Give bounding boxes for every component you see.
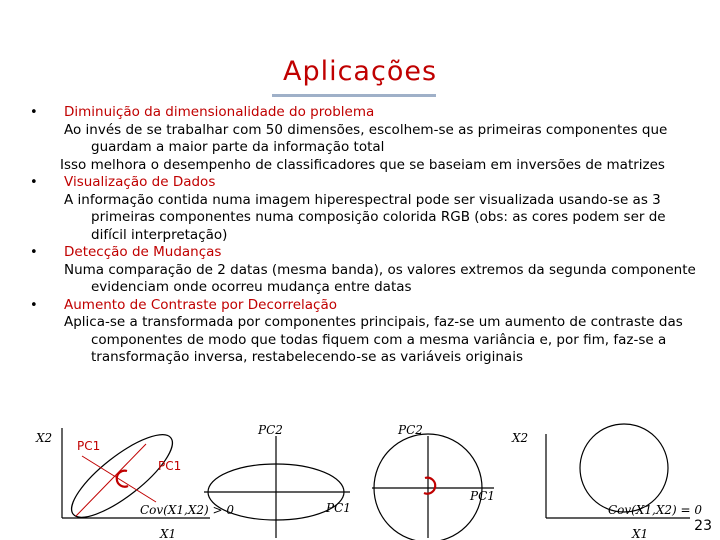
bullet-item: [0, 244, 720, 297]
panel-correlated: [35, 422, 234, 540]
bullet-dot-icon: •: [30, 105, 38, 120]
x1-label: X1: [632, 527, 649, 540]
bullet-item: [0, 174, 720, 244]
panel-pc-space: [204, 423, 351, 538]
rotation-icon: [424, 478, 435, 494]
data-circle: [580, 424, 668, 512]
bullet-paragraph: Aplica-se a transformada por componentes principais, faz-se um aumento de contraste das componentes de modo que todas fiquem com a mesma variância e, por fim, faz-se a transformação inversa, restabelecendo-se as variáveis originais: [64, 314, 683, 365]
bullet-list: [0, 104, 720, 367]
bullet-dot-icon: •: [30, 297, 38, 313]
bullet-heading: Detecção de Mudanças: [64, 244, 222, 260]
slide-title: Aplicações: [282, 56, 438, 87]
bullet-paragraph: Ao invés de se trabalhar com 50 dimensões, escolhem-se as primeiras componentes que guardam a maior parte da informação total: [64, 121, 668, 155]
page-number: 23: [694, 518, 712, 534]
bullet-item: [0, 297, 720, 367]
covariance-label: Cov(X1,X2) > 0: [140, 503, 235, 517]
title-underline: [272, 94, 436, 97]
pc2-label: PC2: [258, 423, 283, 437]
x2-label: X2: [36, 431, 53, 445]
x1-label: X1: [160, 527, 177, 540]
pca-diagram: [0, 416, 720, 540]
bullet-heading: Aumento de Contraste por Decorrelação: [64, 296, 337, 313]
bullet-heading: Visualização de Dados: [64, 174, 216, 190]
covariance-label: Cov(X1,X2) = 0: [608, 503, 703, 517]
bullet-dot-icon: •: [30, 245, 38, 260]
bullet-paragraph: Numa comparação de 2 datas (mesma banda), os valores extremos da segunda componente evidenciam onde ocorreu mudança entre datas: [64, 261, 696, 295]
bullet-heading: Diminuição da dimensionalidade do problema: [64, 104, 375, 120]
bullet-item: [0, 104, 720, 174]
bullet-dot-icon: •: [30, 175, 38, 190]
pc1-label: PC1: [326, 501, 351, 515]
panel-stretched: [372, 423, 495, 540]
panel-decorrelated: [511, 424, 702, 540]
pc1-secondary-label: PC1: [158, 459, 182, 473]
x2-label: X2: [512, 431, 529, 445]
pc2-label: PC2: [398, 423, 423, 437]
pc1-label: PC1: [77, 439, 101, 453]
pc1-label: PC1: [470, 489, 495, 503]
pc-axis-line: [76, 444, 146, 516]
pc-axis-line: [82, 456, 156, 502]
bullet-paragraph: Isso melhora o desempenho de classificadores que se baseiam em inversões de matrizes: [60, 156, 665, 173]
bullet-paragraph: A informação contida numa imagem hiperespectral pode ser visualizada usando-se as 3 primeiras componentes numa composição colorida RGB (obs: as cores podem ser de difícil interpretação): [64, 191, 666, 243]
